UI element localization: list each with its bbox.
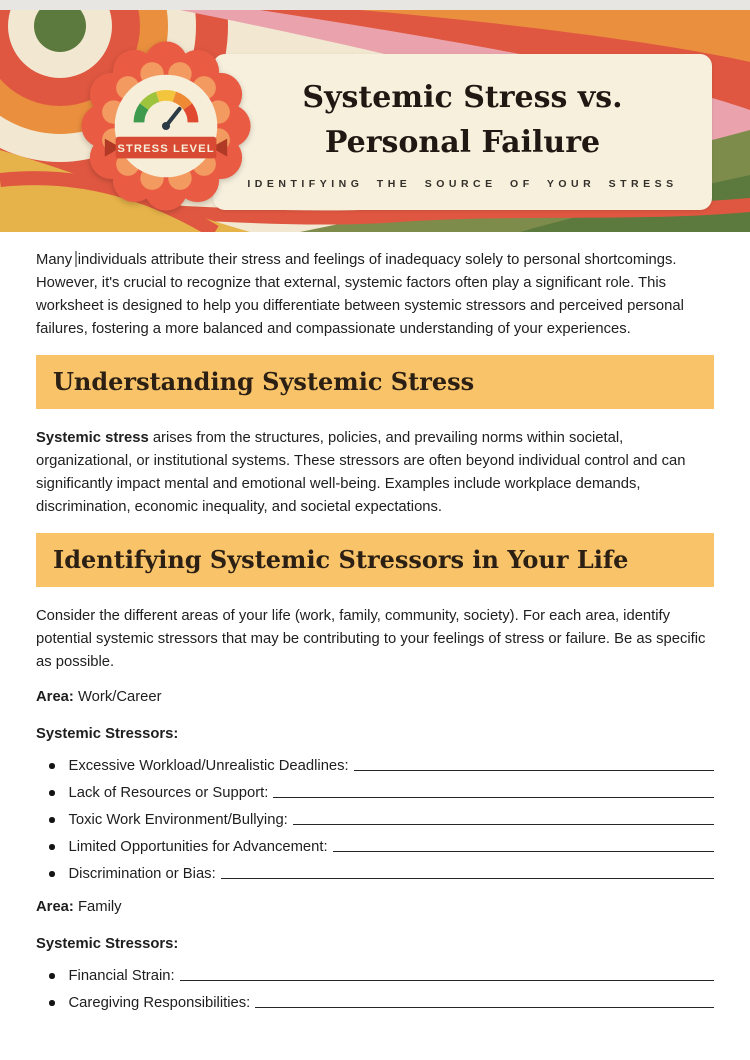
intro-first-word: Many [36, 252, 73, 268]
stressor-label: Financial Strain: [68, 968, 175, 984]
fill-in-line[interactable] [273, 783, 714, 798]
title-line-2: Personal Failure [324, 124, 601, 160]
bullet-icon [49, 973, 55, 979]
stressor-label: Discrimination or Bias: [68, 866, 216, 882]
area-label: Area: [36, 899, 74, 915]
bullet-icon [49, 844, 55, 850]
bullet-icon [49, 763, 55, 769]
stressor-list-family [36, 966, 714, 1013]
stressor-line [49, 783, 714, 803]
section-2-paragraph: Consider the different areas of your life (work, family, community, society). For each area, identify potential systemic stressors that may be contributing to your feelings of stress or failure. Be as specific as possible. [36, 608, 706, 670]
intro-paragraph [36, 249, 714, 341]
title-line-1: Systemic Stress vs. [302, 79, 623, 115]
area-line-work [36, 688, 714, 707]
stressors-label-work: Systemic Stressors: [36, 726, 179, 742]
stressor-label: Limited Opportunities for Advancement: [68, 839, 328, 855]
bullet-icon [49, 871, 55, 877]
page-top-margin [0, 0, 750, 10]
section-1-heading: Understanding Systemic Stress [53, 367, 475, 396]
bullet-icon [49, 790, 55, 796]
fill-in-line[interactable] [180, 966, 714, 981]
bullet-icon [49, 1000, 55, 1006]
gauge-pivot [162, 122, 170, 130]
stressors-label-family: Systemic Stressors: [36, 936, 179, 952]
stressor-line [49, 966, 714, 986]
section-2-heading: Identifying Systemic Stressors in Your Life [53, 545, 629, 574]
stressor-label: Toxic Work Environment/Bullying: [68, 812, 288, 828]
area-value: Work/Career [77, 689, 162, 705]
text-cursor [75, 251, 77, 267]
area-value: Family [77, 899, 122, 915]
area-line-family [36, 898, 714, 917]
stressor-label: Lack of Resources or Support: [68, 785, 269, 801]
section-1-paragraph [36, 427, 714, 519]
fill-in-line[interactable] [293, 810, 714, 825]
fill-in-line[interactable] [255, 993, 714, 1008]
bullet-icon [49, 817, 55, 823]
section-1-body: arises from the structures, policies, and prevailing norms within societal, organizational, or institutional systems. These stressors are often beyond individual control and can significantly impact mental and emotional well-being. Examples include workplace demands, discrimination, economic inequality, and societal expectations. [36, 430, 686, 515]
fill-in-line[interactable] [354, 756, 714, 771]
fill-in-line[interactable] [333, 837, 714, 852]
stressor-list-work [36, 756, 714, 884]
stressor-label: Caregiving Responsibilities: [68, 995, 251, 1011]
section-heading-banner-1 [36, 355, 714, 409]
badge-ribbon [105, 137, 227, 159]
stressor-line [49, 864, 714, 884]
stressor-line [49, 837, 714, 857]
header-banner [0, 10, 750, 232]
section-1-lead: Systemic stress [36, 430, 149, 446]
worksheet-body [0, 232, 750, 1013]
page-subtitle: IDENTIFYING THE SOURCE OF YOUR STRESS [247, 177, 678, 190]
page-title [302, 75, 622, 165]
title-panel [213, 54, 712, 210]
stressor-line [49, 993, 714, 1013]
area-label: Area: [36, 689, 74, 705]
intro-rest: individuals attribute their stress and feelings of inadequacy solely to personal shortcomings. However, it's crucial to recognize that external, systemic factors often play a significant role. This worksheet is designed to help you differentiate between systemic stressors and perceived personal failures, fostering a more balanced and compassionate understanding of your experiences. [36, 252, 684, 337]
badge-ribbon-label: STRESS LEVEL [117, 143, 215, 156]
section-heading-banner-2 [36, 533, 714, 587]
stressor-line [49, 756, 714, 776]
fill-in-line[interactable] [221, 864, 714, 879]
stressor-label: Excessive Workload/Unrealistic Deadlines: [68, 758, 349, 774]
stressor-line [49, 810, 714, 830]
stress-level-badge [76, 36, 256, 216]
